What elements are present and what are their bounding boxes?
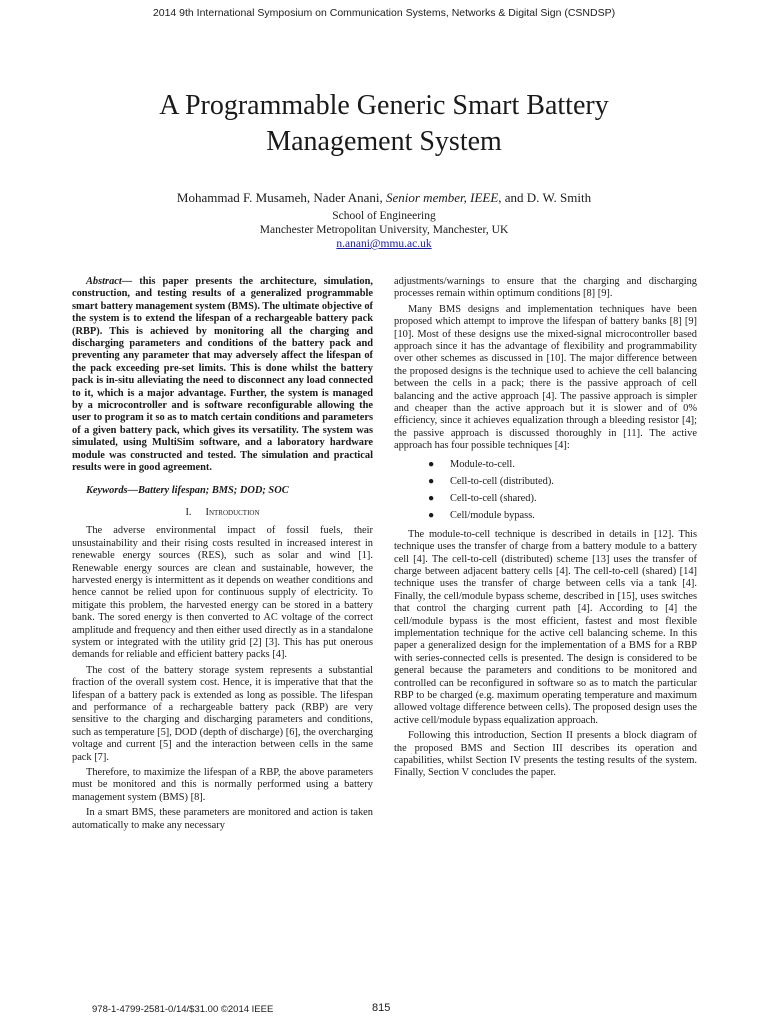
right-paragraph-1: adjustments/warnings to ensure that the charging and discharging processes remain within optimum conditions [8] [9]. [394, 276, 697, 300]
bullet-icon: ● [428, 492, 435, 504]
affiliation-university: Manchester Metropolitan University, Manchester, UK [259, 224, 509, 236]
abstract [72, 276, 373, 475]
section-number: I. [185, 506, 192, 518]
author-email-link[interactable]: n.anani@mmu.ac.uk [336, 238, 432, 250]
section-title: Introduction [205, 506, 260, 518]
list-item-text: Cell-to-cell (shared). [450, 492, 537, 504]
section-heading-introduction [72, 507, 373, 519]
technique-list [394, 456, 697, 524]
list-item [394, 456, 697, 473]
title-line-1: A Programmable Generic Smart Battery [159, 90, 609, 121]
page-number: 815 [372, 1002, 391, 1014]
author-role: Senior member, IEEE [385, 190, 499, 205]
left-column [72, 276, 373, 835]
list-item [394, 507, 697, 524]
author-list [40, 190, 728, 206]
intro-paragraph-1: The adverse environmental impact of fossil fuels, their unsustainability and their rising costs resulted in increased interest in renewable energy sources (RES), such as solar and wind [1]. Renewable energy sources are clean and sustainable, however, the harvested energy is intermittent as it depends on weather conditions and hence cannot be relied upon for continuous supply of electricity. To mitigate this problem, the harvested energy can be stored in a battery bank. The sored energy is then converted to AC voltage of the correct amplitude and frequency and then either used directly as in a standalone system or integrated with the utility grid [2] [3]. This has put onerous demands for reliable and efficient battery packs [4]. [72, 525, 373, 661]
keywords: Keywords—Battery lifespan; BMS; DOD; SOC [86, 484, 289, 496]
list-item [394, 473, 697, 490]
right-paragraph-4: Following this introduction, Section II presents a block diagram of the proposed BMS and Section III describes its operation and capabilities, whilst Section IV presents the testing results of the system. Finally, Section V concludes the paper. [394, 730, 697, 779]
bullet-icon: ● [428, 509, 435, 521]
intro-paragraph-4: In a smart BMS, these parameters are monitored and action is taken automatically to make any necessary [72, 807, 373, 831]
abstract-text: this paper presents the architecture, simulation, construction, and testing results of a generalized programmable smart battery management system (BMS). The ultimate objective of the system is to extend the lifespan of a rechargeable battery pack (RBP). This is achieved by monitoring all the charging and discharging parameters and conditions of the battery pack and preventing any parameter that may adversely affect the lifespan of the pack exceeding pre-set limits. This is done whilst the battery pack is in-situ alleviating the need to disconnect any load connected to it, which is a major advantage. Further, the system is managed by a microcontroller and is software reconfigurable allowing the user to program it so as to match certain conditions and parameters of a given battery pack, which gives its versatility. The system was simulated, using MultiSim software, and a laboratory hardware module was constructed and tested. The simulation and practical results were in good agreement. [72, 276, 373, 474]
paper-title [60, 88, 708, 160]
title-line-2: Management System [266, 126, 502, 157]
intro-paragraph-3: Therefore, to maximize the lifespan of a RBP, the above parameters must be monitored and this is normally performed using a battery management system (BMS) [8]. [72, 767, 373, 803]
list-item [394, 490, 697, 507]
author-names-tail: , and D. W. Smith [498, 190, 592, 205]
bullet-icon: ● [428, 458, 435, 470]
right-paragraph-2: Many BMS designs and implementation techniques have been proposed which attempt to improve the lifespan of battery banks [8] [9] [10]. Most of these designs use the mixed-signal microcontroller based approach since it has the advantage of flexibility and programmability over other schemes as discussed in [10]. The major difference between the proposed designs is the technique used to achieve the cell balancing between the cells in a pack; there is the passive approach of cell balancing and the active approach [4]. The passive approach is simpler and cheaper than the active approach but it is slower and of 0% efficiency, since it achieves equalization through a bleeding resistor [4]; the passive approach is discussed thoroughly in [11]. The active approach has four possible techniques [4]: [394, 303, 697, 452]
conference-header: 2014 9th International Symposium on Communication Systems, Networks & Digital Sign (CSNDSP) [152, 7, 616, 19]
affiliation-school: School of Engineering [332, 210, 436, 222]
list-item-text: Cell-to-cell (distributed). [450, 475, 554, 487]
bullet-icon: ● [428, 475, 435, 487]
copyright-footer: 978-1-4799-2581-0/14/$31.00 ©2014 IEEE [92, 1004, 274, 1015]
right-paragraph-3: The module-to-cell technique is described in details in [12]. This technique uses the transfer of charge from a battery module to a battery cell [4]. The cell-to-cell (distributed) scheme [13] uses the transfer of charge between adjacent battery cells [4]. The cell-to-cell (shared) [14] technique uses the transfer of charge between cells via a tank [4]. Finally, the cell/module bypass scheme, described in [15], uses switches that control the charging current path [4]. According to [4] the cell/module bypass is the most efficient, fastest and most flexible implementation technique for the active cell balancing scheme. In this paper a generalized design for the implementation of a BMS for a RBP with series-connected cells is presented. The design is considered to be general because the parameters and conditions to be monitored and controlled can be reconfigured in software so as to match the particular RBP to be charged (e.g. maximum operating temperature and maximum allowed voltage difference between cells). The proposed design uses the active cell/module bypass equalization approach. [394, 528, 697, 726]
right-column [394, 276, 697, 783]
intro-paragraph-2: The cost of the battery storage system represents a substantial fraction of the overall system cost. Hence, it is imperative that that the lifespan of a battery pack is extended as long as possible. The lifespan and performance of a rechargeable battery pack (RBP) are very sensitive to the charging and discharging parameters and conditions, such as temperature [5], DOD (depth of discharge) [6], the overcharging voltage and current [5] and the interaction between cells in the same pack [7]. [72, 664, 373, 763]
list-item-text: Cell/module bypass. [450, 509, 535, 521]
abstract-label: Abstract— [86, 276, 133, 287]
list-item-text: Module-to-cell. [450, 458, 515, 470]
author-names: Mohammad F. Musameh, Nader Anani, [176, 190, 383, 205]
